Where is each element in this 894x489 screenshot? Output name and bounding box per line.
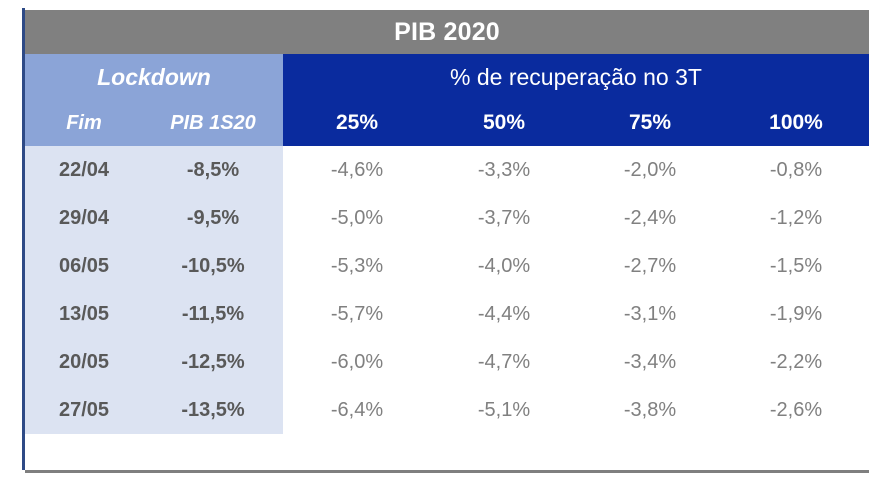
table-title-row [25, 10, 869, 54]
cell-pib-1s20: -9,5% [143, 194, 283, 242]
cell-r100: -0,8% [723, 146, 869, 194]
cell-fim: 13/05 [25, 290, 143, 338]
cell-r50: -3,7% [431, 194, 577, 242]
cell-r100: -2,6% [723, 386, 869, 434]
cell-fim: 27/05 [25, 386, 143, 434]
cell-r50: -5,1% [431, 386, 577, 434]
pib-2020-table [25, 10, 869, 434]
group-header-lockdown: Lockdown [25, 54, 283, 100]
column-header-50: 50% [431, 100, 577, 146]
bottom-rule [25, 470, 869, 473]
cell-r25: -4,6% [283, 146, 431, 194]
group-header-recuperacao: % de recuperação no 3T [283, 54, 869, 100]
cell-pib-1s20: -12,5% [143, 338, 283, 386]
cell-r75: -3,8% [577, 386, 723, 434]
cell-r25: -5,3% [283, 242, 431, 290]
cell-r100: -1,2% [723, 194, 869, 242]
cell-fim: 20/05 [25, 338, 143, 386]
column-header-pib-1s20: PIB 1S20 [143, 100, 283, 146]
column-header-fim: Fim [25, 100, 143, 146]
cell-fim: 06/05 [25, 242, 143, 290]
cell-r75: -2,4% [577, 194, 723, 242]
cell-r75: -2,7% [577, 242, 723, 290]
cell-pib-1s20: -13,5% [143, 386, 283, 434]
table-row [25, 386, 869, 434]
cell-r50: -4,7% [431, 338, 577, 386]
cell-r100: -2,2% [723, 338, 869, 386]
table-group-header-row [25, 54, 869, 100]
cell-r75: -2,0% [577, 146, 723, 194]
cell-fim: 29/04 [25, 194, 143, 242]
cell-r25: -6,0% [283, 338, 431, 386]
cell-r75: -3,1% [577, 290, 723, 338]
page-title: PIB 2020 [25, 10, 869, 54]
table-row [25, 194, 869, 242]
cell-r50: -4,4% [431, 290, 577, 338]
cell-fim: 22/04 [25, 146, 143, 194]
table-row [25, 242, 869, 290]
cell-r50: -3,3% [431, 146, 577, 194]
column-header-25: 25% [283, 100, 431, 146]
cell-r75: -3,4% [577, 338, 723, 386]
table-row [25, 290, 869, 338]
cell-pib-1s20: -8,5% [143, 146, 283, 194]
column-header-75: 75% [577, 100, 723, 146]
cell-r25: -5,7% [283, 290, 431, 338]
cell-r100: -1,5% [723, 242, 869, 290]
table-column-header-row [25, 100, 869, 146]
cell-r100: -1,9% [723, 290, 869, 338]
cell-r25: -6,4% [283, 386, 431, 434]
table-row [25, 338, 869, 386]
table-row [25, 146, 869, 194]
cell-r25: -5,0% [283, 194, 431, 242]
cell-r50: -4,0% [431, 242, 577, 290]
cell-pib-1s20: -11,5% [143, 290, 283, 338]
cell-pib-1s20: -10,5% [143, 242, 283, 290]
column-header-100: 100% [723, 100, 869, 146]
